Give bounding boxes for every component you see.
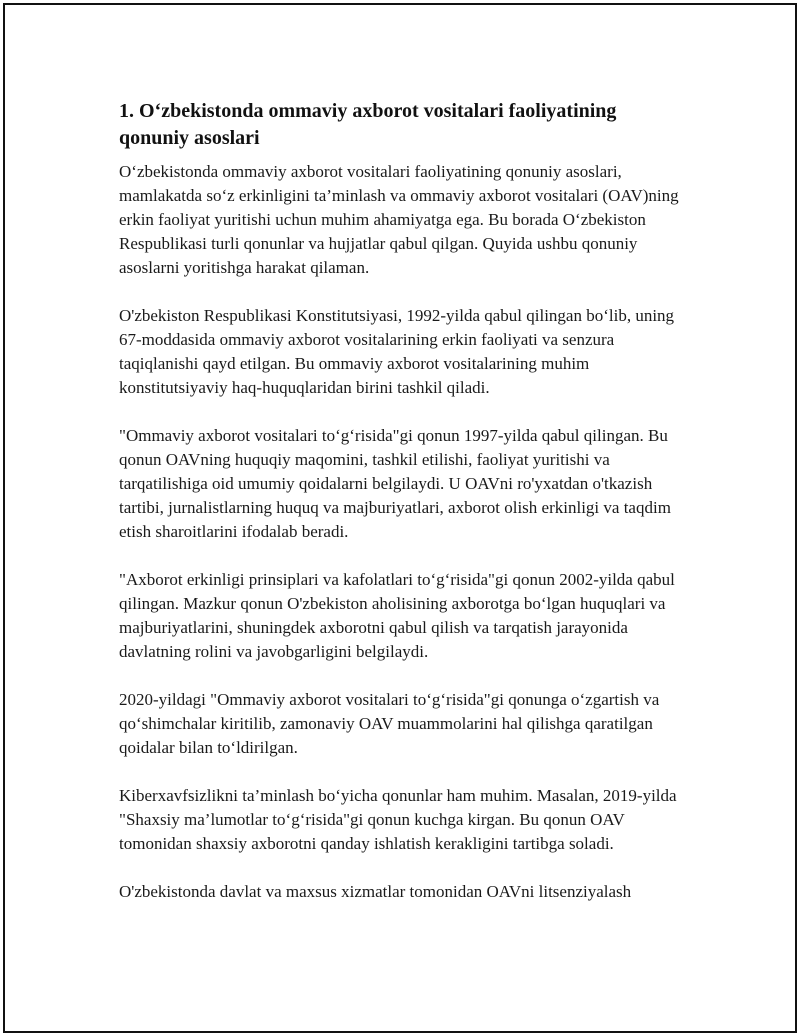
paragraph-constitution: O'zbekiston Respublikasi Konstitutsiyasi, 1992-yilda qabul qilingan bo‘lib, uning 67-moddasida ommaviy axborot vositalarining erkin faoliyati va senzura taqiqlanishi qayd etilgan. Bu ommaviy axborot vositalarining muhim konstitutsiyaviy haq-huquqlaridan birini tashkil qiladi. — [119, 306, 675, 397]
section-heading: 1. O‘zbekistonda ommaviy axborot vositalari faoliyatining qonuniy asoslari — [119, 100, 617, 149]
paragraph-licensing: O'zbekistonda davlat va maxsus xizmatlar tomonidan OAVni litsenziyalash — [119, 882, 632, 901]
document-page — [3, 3, 797, 1033]
paragraph-cybersecurity: Kiberxavfsizlikni ta’minlash bo‘yicha qonunlar ham muhim. Masalan, 2019-yilda "Shaxsiy ma’lumotlar to‘g‘risida"gi qonun kuchga kirgan. Bu qonun OAV tomonidan shaxsiy axborotni qanday ishlatish kerakligini tartibga soladi. — [119, 786, 677, 853]
paragraph-amendments-2020: 2020-yildagi "Ommaviy axborot vositalari to‘g‘risida"gi qonunga o‘zgartish va qo‘shimchalar kiritilib, zamonaviy OAV muammolarini hal qilishga qaratilgan qoidalar bilan to‘ldirilgan. — [119, 690, 660, 757]
paragraph-information-freedom-law-2002: "Axborot erkinligi prinsiplari va kafolatlari to‘g‘risida"gi qonun 2002-yilda qabul qilingan. Mazkur qonun O'zbekiston aholisining axborotga bo‘lgan huquqlari va majburiyatlarini, shuningdek axborotni qabul qilish va tarqatish jarayonida davlatning rolini va javobgarligini belgilaydi. — [119, 570, 675, 661]
paragraph-media-law-1997: "Ommaviy axborot vositalari to‘g‘risida"gi qonun 1997-yilda qabul qilingan. Bu qonun OAVning huquqiy maqomini, tashkil etilishi, faoliyat yuritishi va tarqatilishiga oid umumiy qoidalarni belgilaydi. U OAVni ro'yxatdan o'tkazish tartibi, jurnalistlarning huquq va majburiyatlari, axborot olish erkinligi va taqdim etish sharoitlarini ifodalab beradi. — [119, 426, 671, 541]
document-body — [119, 98, 691, 928]
paragraph-intro: O‘zbekistonda ommaviy axborot vositalari faoliyatining qonuniy asoslari, mamlakatda so‘z erkinligini ta’minlash va ommaviy axborot vositalari (OAV)ning erkin faoliyat yuritishi uchun muhim ahamiyatga ega. Bu borada O‘zbekiston Respublikasi turli qonunlar va hujjatlar qabul qilgan. Quyida ushbu qonuniy asoslarni yoritishga harakat qilaman. — [119, 162, 679, 277]
